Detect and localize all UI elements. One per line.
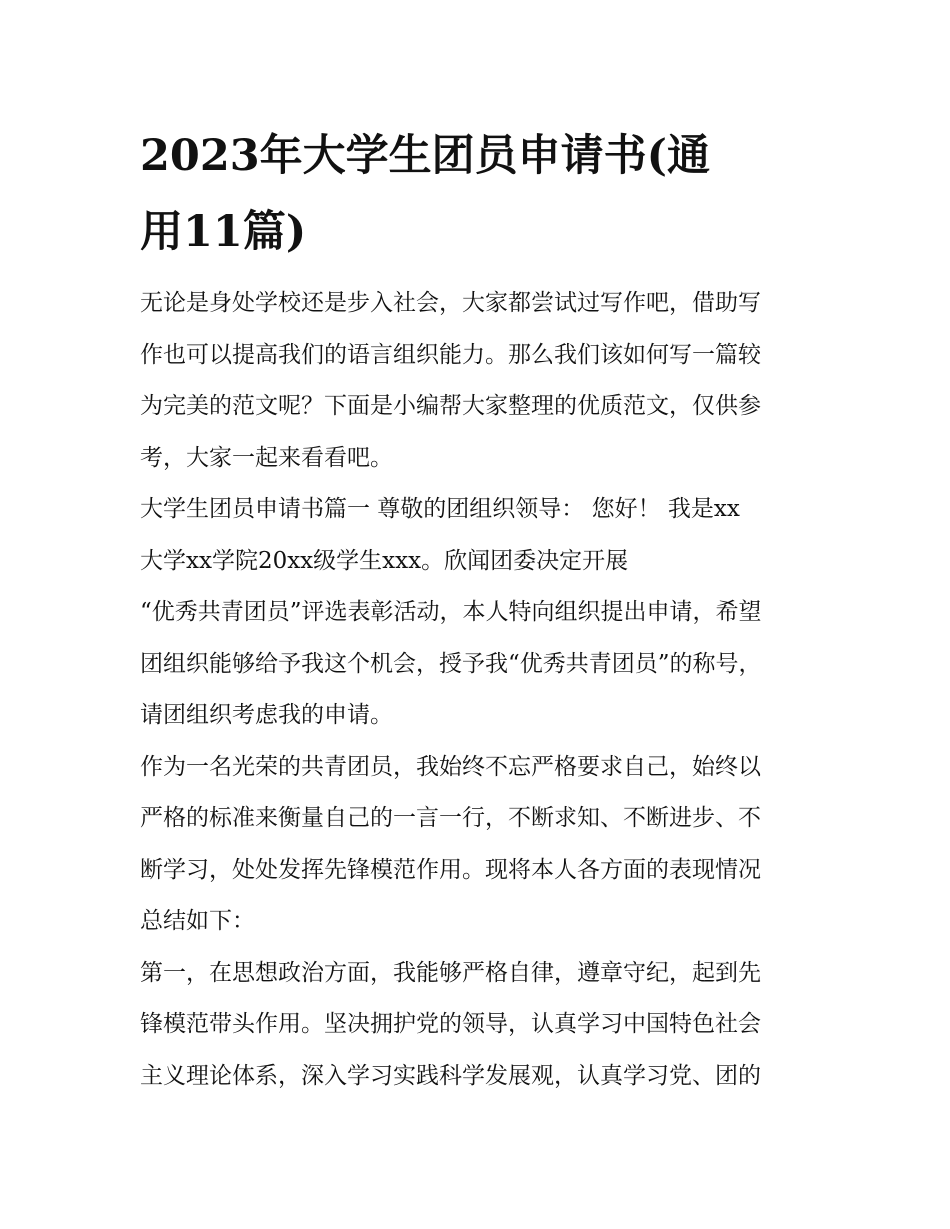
body-line: 作也可以提高我们的语言组织能力。那么我们该如何写一篇较 <box>140 341 761 368</box>
document-title <box>140 118 812 270</box>
body-line: 团组织能够给予我这个机会，授予我“优秀共青团员”的称号， <box>140 650 762 677</box>
title-line: 2023年大学生团员申请书(通 <box>140 131 711 181</box>
body-line: 第一，在思想政治方面，我能够严格自律，遵章守纪，起到先 <box>140 959 761 986</box>
document-body <box>140 278 812 1102</box>
body-line: 大学生团员申请书篇一 尊敬的团组织领导： 您好！ 我是xx <box>140 496 740 522</box>
body-line: 请团组织考虑我的申请。 <box>140 702 393 728</box>
title-line: 用11篇) <box>140 207 307 257</box>
body-line: 严格的标准来衡量自己的一言一行，不断求知、不断进步、不 <box>140 805 761 831</box>
body-line: 断学习，处处发挥先锋模范作用。现将本人各方面的表现情况 <box>140 856 761 883</box>
body-line: 作为一名光荣的共青团员，我始终不忘严格要求自己，始终以 <box>140 753 761 780</box>
body-line: 主义理论体系，深入学习实践科学发展观，认真学习党、团的 <box>140 1062 761 1089</box>
body-line: “优秀共青团员”评选表彰活动，本人特向组织提出申请，希望 <box>140 599 762 625</box>
body-line: 大学xx学院20xx级学生xxx。欣闻团委决定开展 <box>140 547 629 574</box>
body-line: 无论是身处学校还是步入社会，大家都尝试过写作吧，借助写 <box>140 290 761 316</box>
body-line: 考，大家一起来看看吧。 <box>140 444 393 471</box>
body-line: 总结如下： <box>140 908 255 934</box>
body-line: 锋模范带头作用。坚决拥护党的领导，认真学习中国特色社会 <box>140 1011 761 1037</box>
document-content <box>140 118 812 1102</box>
body-line: 为完美的范文呢？下面是小编帮大家整理的优质范文，仅供参 <box>140 393 761 419</box>
